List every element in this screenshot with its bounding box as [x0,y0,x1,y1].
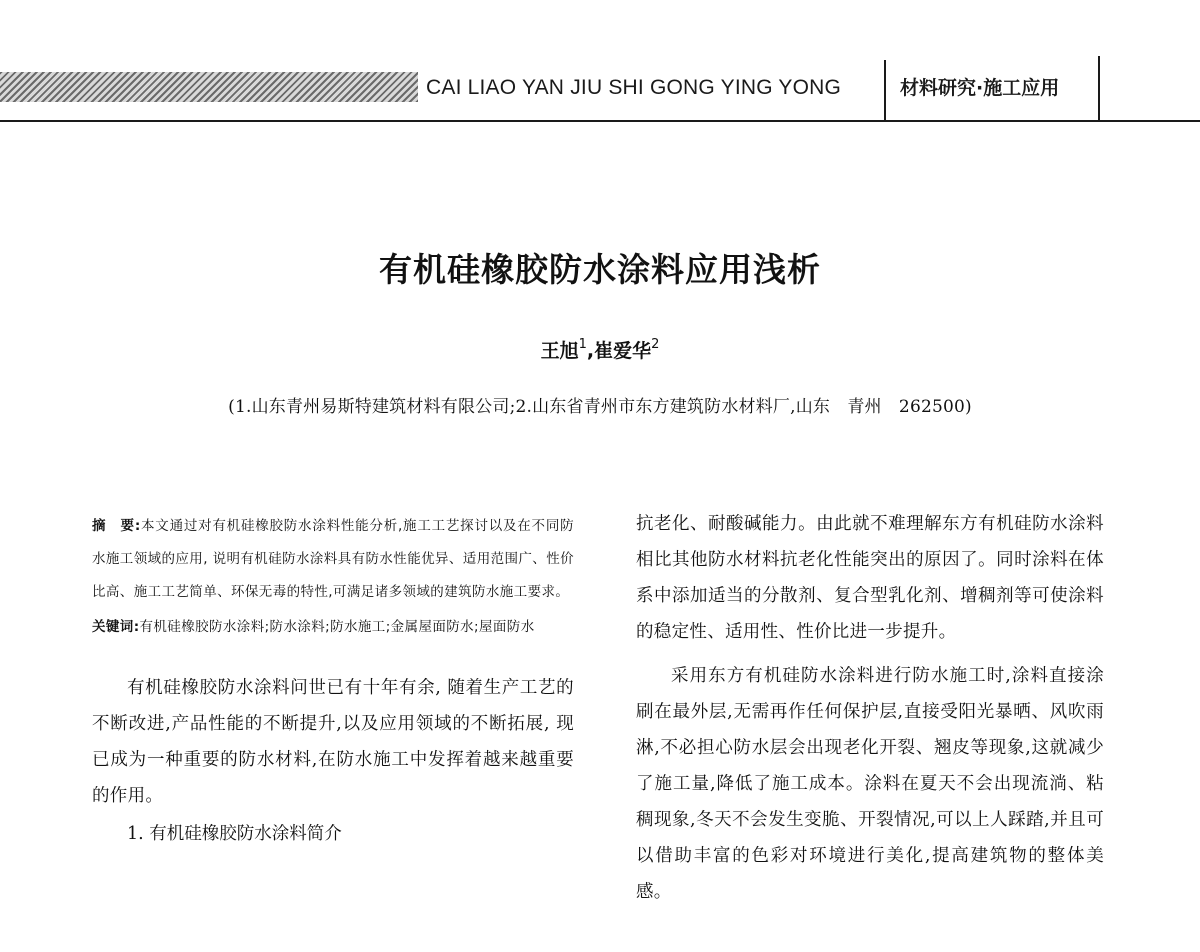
running-title-en: CAI LIAO YAN JIU SHI GONG YING YONG [426,76,842,99]
left-column [92,510,574,852]
header-rule [0,120,1200,122]
keywords-text: 有机硅橡胶防水涂料;防水涂料;防水施工;金属屋面防水;屋面防水 [139,619,535,635]
running-title-cn: 材料研究·施工应用 [900,77,1060,99]
body-paragraph: 抗老化、耐酸碱能力。由此就不难理解东方有机硅防水涂料相比其他防水材料抗老化性能突出的原因了。同时涂料在体系中添加适当的分散剂、复合型乳化剂、增稠剂等可使涂料的稳定性、适用性、性价比进一步提升。 [636,514,1104,642]
author-list [0,336,1200,363]
abstract-text: 本文通过对有机硅橡胶防水涂料性能分析,施工工艺探讨以及在不同防水施工领域的应用, 说明有机硅防水涂料具有防水性能优异、适用范围广、性价比高、施工工艺简单、环保无毒的特性,可满足诸多领域的建筑防水施工要求。 [92,518,574,600]
right-column [636,506,1104,910]
keywords [92,612,574,642]
header-divider-right [1098,56,1100,120]
section-heading: 1. 有机硅橡胶防水涂料简介 [127,824,342,844]
author-separator: , [586,340,595,362]
intro-paragraph: 有机硅橡胶防水涂料问世已有十年有余, 随着生产工艺的不断改进,产品性能的不断提升,以及应用领域的不断拓展, 现已成为一种重要的防水材料,在防水施工中发挥着越来越重要的作用。 [92,678,574,806]
body-paragraph: 采用东方有机硅防水涂料进行防水施工时,涂料直接涂刷在最外层,无需再作任何保护层,直接受阳光暴晒、风吹雨淋,不必担心防水层会出现老化开裂、翘皮等现象,这就减少了施工量,降低了施工成本。涂料在夏天不会出现流淌、粘稠现象,冬天不会发生变脆、开裂情况,可以上人踩踏,并且可以借助丰富的色彩对环境进行美化,提高建筑物的整体美感。 [636,666,1104,902]
abstract [92,510,574,609]
author-affiliation-mark: 1 [578,337,587,352]
header-divider-left [884,60,886,120]
affiliation: (1.山东青州易斯特建筑材料有限公司;2.山东省青州市东方建筑防水材料厂,山东 青州 262500) [228,397,972,417]
abstract-label: 摘 要: [92,518,141,534]
author-name: 王旭 [540,340,579,362]
header-hatch-band [0,72,418,102]
paper-title: 有机硅橡胶防水涂料应用浅析 [379,250,821,289]
keywords-label: 关键词: [92,619,140,635]
author-affiliation-mark: 2 [651,337,660,352]
author-name: 崔爱华 [594,340,652,362]
